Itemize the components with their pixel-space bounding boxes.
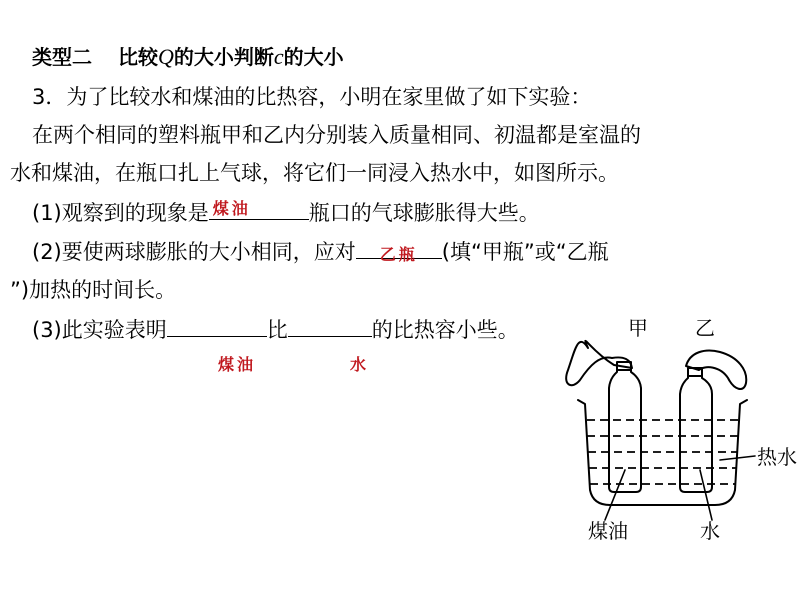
label-yi: 乙 (695, 316, 715, 340)
heading-q-symbol: Q (158, 44, 174, 69)
answer-3b: 水 (350, 355, 370, 374)
balloon-yi (686, 351, 746, 389)
question-stem: 3．为了比较水和煤油的比热容，小明在家里做了如下实验： (32, 85, 592, 109)
question-body-2: 水和煤油，在瓶口扎上气球，将它们一同浸入热水中，如图所示。 (10, 161, 619, 185)
part-3-prefix: (3)此实验表明 (32, 318, 167, 342)
part-3-suffix: 的比热容小些。 (371, 318, 519, 342)
part-2-suffix: (填“甲瓶”或“乙瓶 (441, 240, 609, 264)
heading-text-1: 比较 (118, 45, 158, 69)
heading-text-3: 的大小 (283, 45, 344, 69)
heading-c-symbol: c (273, 44, 284, 69)
label-kerosene: 煤油 (588, 519, 628, 543)
heading-type: 类型二 (32, 45, 92, 69)
part-1-prefix: (1)观察到的现象是 (32, 201, 209, 225)
label-jia: 甲 (628, 316, 648, 340)
part-1-suffix: 瓶口的气球膨胀得大些。 (308, 201, 540, 225)
answer-3a: 煤油 (218, 355, 257, 374)
bottle-jia (609, 362, 641, 492)
answer-2: 乙瓶 (379, 245, 418, 264)
heading-text-2: 的大小判断 (173, 45, 274, 69)
part-2-prefix: (2)要使两球膨胀的大小相同，应对 (32, 240, 356, 264)
label-hot-water: 热水 (757, 445, 797, 469)
label-water: 水 (700, 519, 720, 543)
part-2-continuation: ”)加热的时间长。 (10, 278, 177, 302)
balloon-jia (566, 341, 632, 385)
question-body-1: 在两个相同的塑料瓶甲和乙内分别装入质量相同、初温都是室温的 (32, 123, 641, 147)
bottle-yi (680, 368, 712, 492)
answer-1: 煤油 (212, 199, 251, 218)
part-3-middle: 比 (266, 318, 288, 342)
